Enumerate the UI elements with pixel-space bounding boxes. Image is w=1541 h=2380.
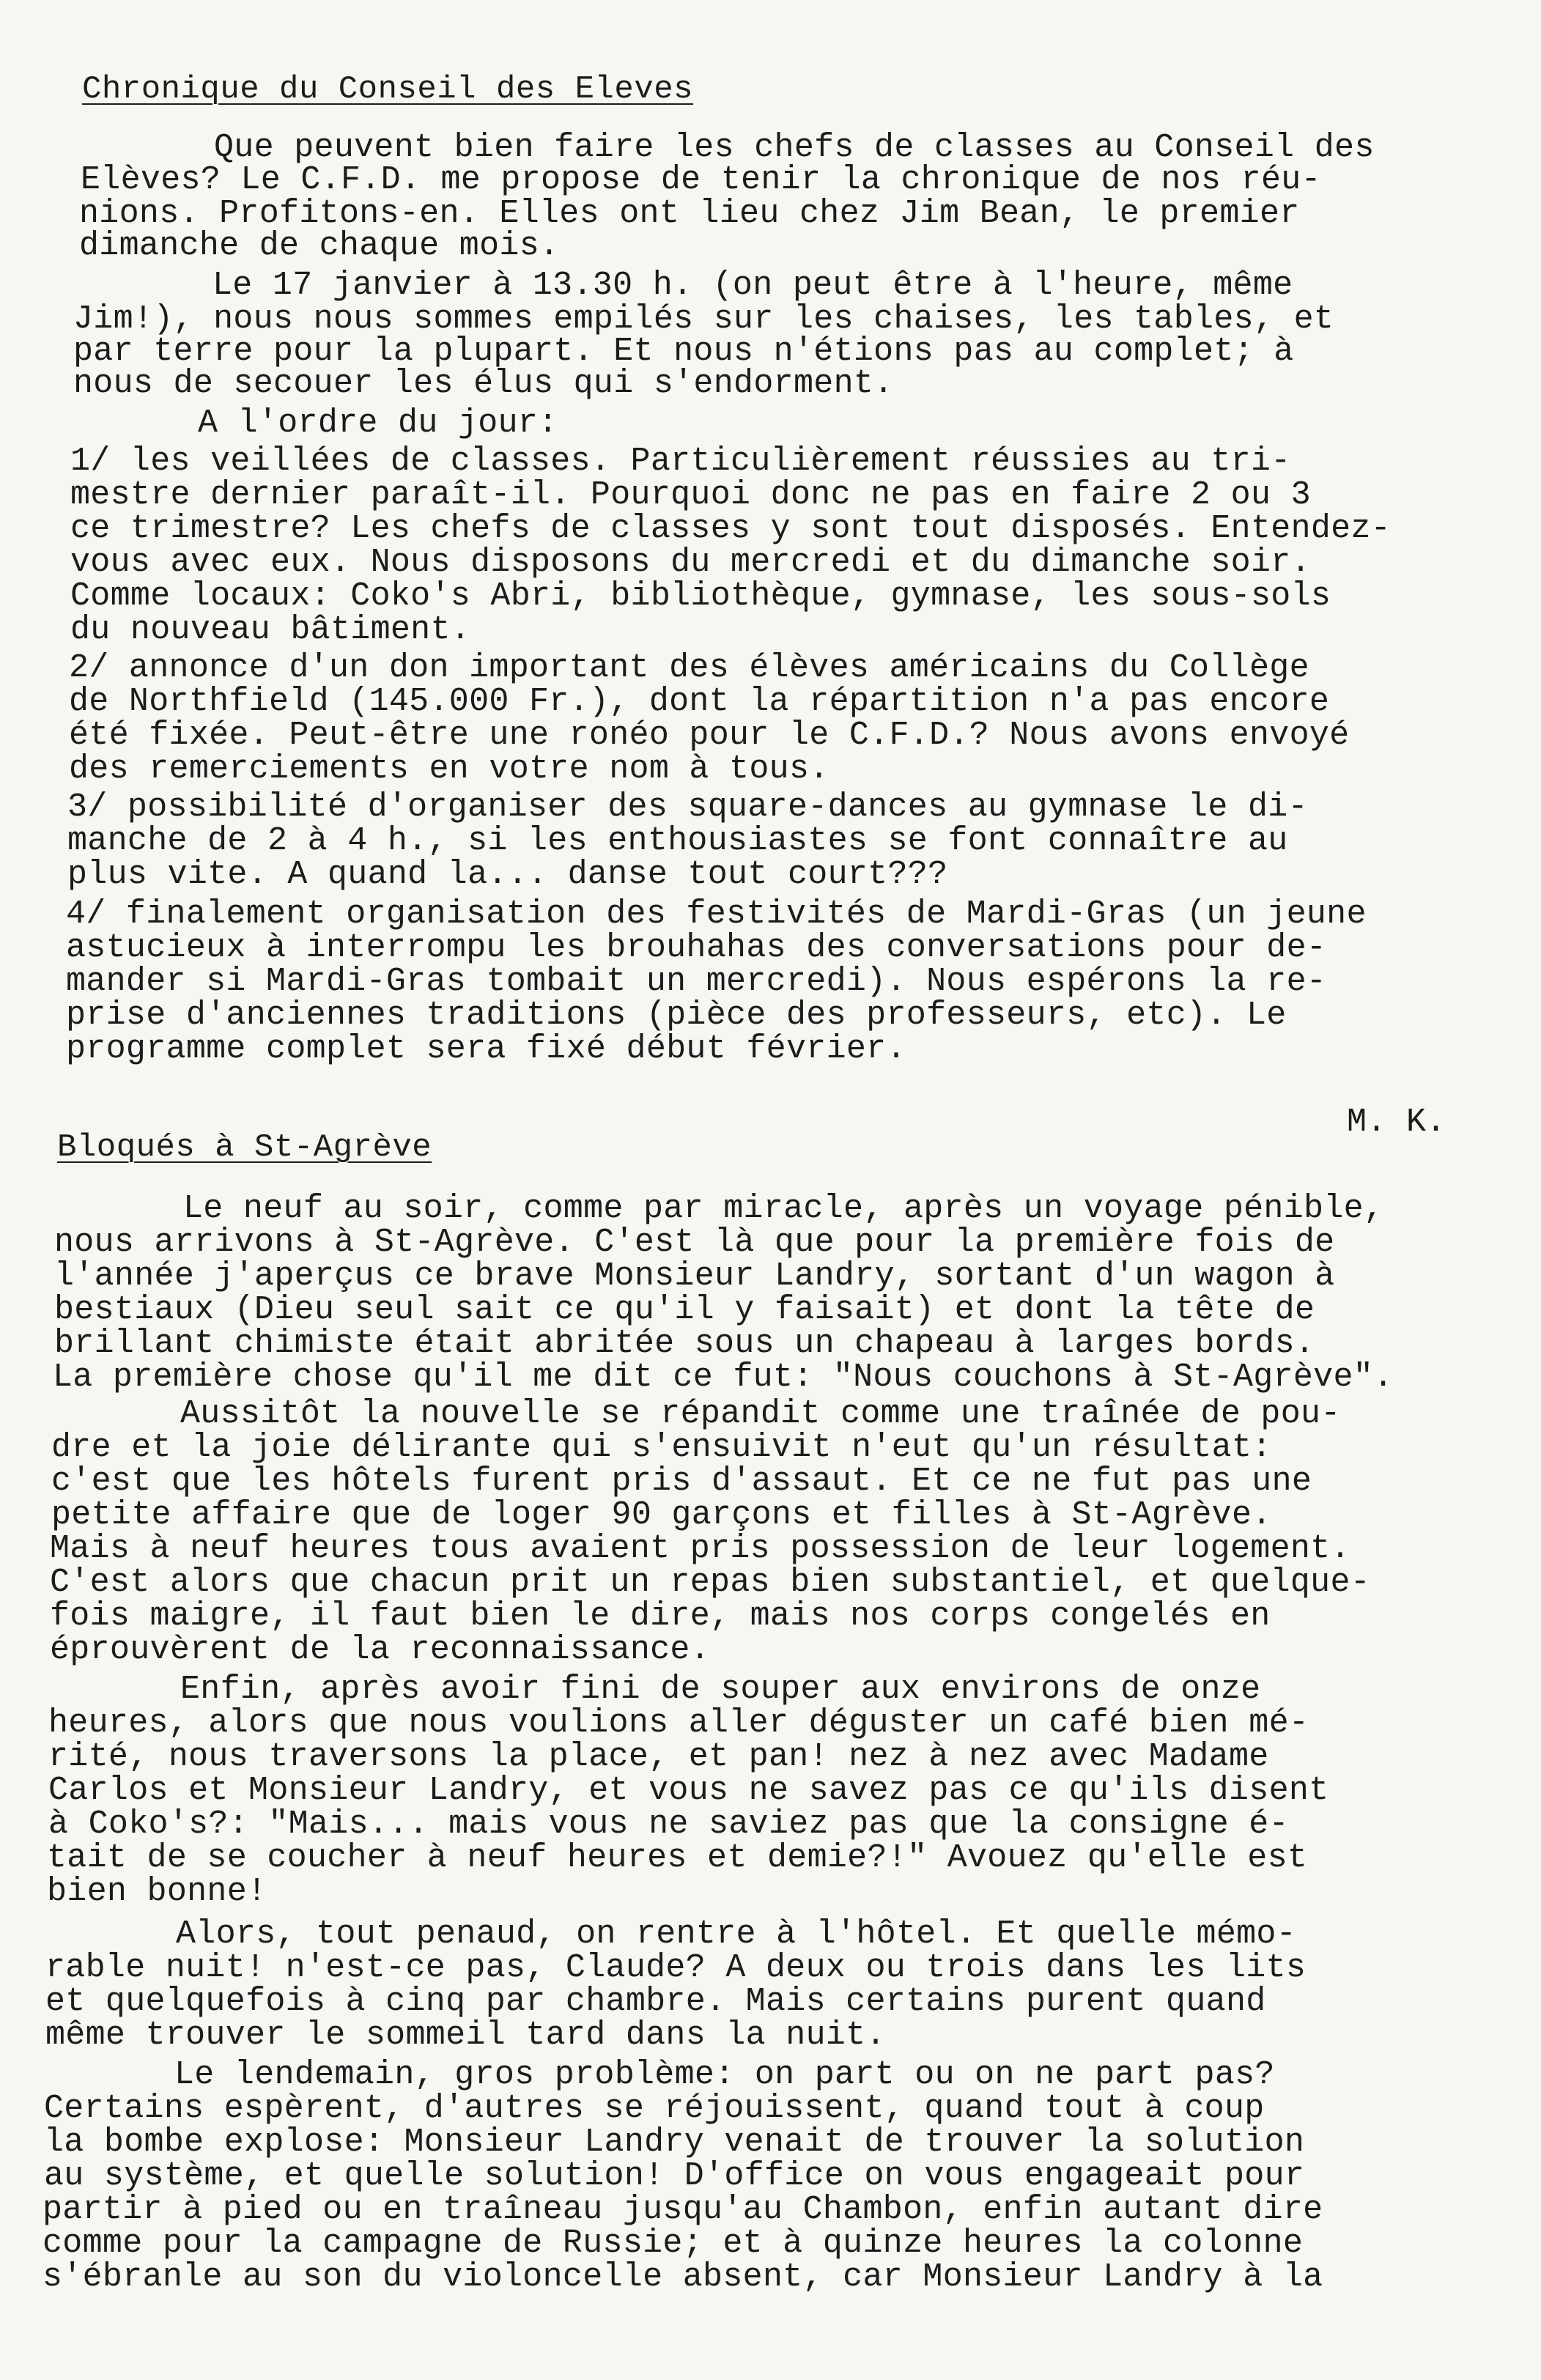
text-line: 4/ finalement organisation des festivités de Mardi-Gras (un jeune <box>66 895 1367 933</box>
text-line: manche de 2 à 4 h., si les enthousiastes se font connaître au <box>67 822 1288 860</box>
text-line: été fixée. Peut-être une ronéo pour le C.F.D.? Nous avons envoyé <box>69 717 1350 754</box>
text-line: mander si Mardi-Gras tombait un mercredi). Nous espérons la re- <box>66 963 1327 1000</box>
text-line: 1/ les veillées de classes. Particulièrement réussies au tri- <box>70 443 1291 480</box>
text-line: même trouver le sommeil tard dans la nuit. <box>45 2017 886 2054</box>
text-line: Aussitôt la nouvelle se répandit comme une traînée de pou- <box>180 1395 1341 1433</box>
text-line: comme pour la campagne de Russie; et à quinze heures la colonne <box>43 2225 1304 2262</box>
text-line: bestiaux (Dieu seul sait ce qu'il y faisait) et dont la tête de <box>54 1291 1315 1328</box>
text-line: Comme locaux: Coko's Abri, bibliothèque, gymnase, les sous-sols <box>70 577 1331 615</box>
text-line: tait de se coucher à neuf heures et demie?!" Avouez qu'elle est <box>47 1839 1308 1877</box>
text-line: éprouvèrent de la reconnaissance. <box>50 1631 711 1668</box>
text-line: C'est alors que chacun prit un repas bien substantiel, et quelque- <box>50 1564 1371 1601</box>
text-line: Que peuvent bien faire les chefs de classes au Conseil des <box>214 129 1375 166</box>
text-line: bien bonne! <box>47 1873 267 1910</box>
text-line: c'est que les hôtels furent pris d'assaut. Et ce ne fut pas une <box>51 1463 1312 1500</box>
author-signature: M. K. <box>1347 1104 1446 1141</box>
text-line: prise d'anciennes traditions (pièce des professeurs, etc). Le <box>66 997 1287 1034</box>
text-line: Elèves? Le C.F.D. me propose de tenir la chronique de nos réu- <box>81 161 1321 199</box>
text-line: rable nuit! n'est-ce pas, Claude? A deux ou trois dans les lits <box>45 1949 1307 1987</box>
text-line: Alors, tout penaud, on rentre à l'hôtel. Et quelle mémo- <box>176 1915 1297 1953</box>
text-line: fois maigre, il faut bien le dire, mais nos corps congelés en <box>50 1597 1271 1635</box>
text-line: Le neuf au soir, comme par miracle, après un voyage pénible, <box>183 1190 1384 1227</box>
section-title-conseil: Chronique du Conseil des Eleves <box>82 71 694 108</box>
text-line: A l'ordre du jour: <box>198 404 558 442</box>
text-line: heures, alors que nous voulions aller déguster un café bien mé- <box>48 1704 1309 1742</box>
text-line: astucieux à interrompu les brouhahas des conversations pour de- <box>66 929 1327 967</box>
text-line: des remerciements en votre nom à tous. <box>69 750 829 788</box>
text-line: ce trimestre? Les chefs de classes y sont tout disposés. Entendez- <box>70 510 1392 547</box>
text-line: plus vite. A quand la... danse tout court??? <box>67 856 948 893</box>
text-line: du nouveau bâtiment. <box>70 611 471 648</box>
text-line: brillant chimiste était abritée sous un chapeau à larges bords. <box>54 1325 1315 1362</box>
text-line: Mais à neuf heures tous avaient pris possession de leur logement. <box>50 1530 1350 1567</box>
text-line: Jim!), nous nous sommes empilés sur les chaises, les tables, et <box>73 300 1334 338</box>
text-line: de Northfield (145.000 Fr.), dont la répartition n'a pas encore <box>69 683 1330 720</box>
text-line: par terre pour la plupart. Et nous n'étions pas au complet; à <box>73 333 1294 370</box>
text-line: Le lendemain, gros problème: on part ou on ne part pas? <box>174 2056 1275 2093</box>
text-line: dre et la joie délirante qui s'ensuivit n'eut qu'un résultat: <box>51 1429 1272 1466</box>
text-line: partir à pied ou en traîneau jusqu'au Chambon, enfin autant dire <box>43 2191 1323 2228</box>
text-line: La première chose qu'il me dit ce fut: "Nous couchons à St-Agrève". <box>53 1359 1394 1396</box>
text-line: programme complet sera fixé début février. <box>66 1030 906 1068</box>
text-line: rité, nous traversons la place, et pan! nez à nez avec Madame <box>48 1738 1269 1775</box>
text-line: mestre dernier paraît-il. Pourquoi donc ne pas en faire 2 ou 3 <box>70 476 1311 514</box>
text-line: Enfin, après avoir fini de souper aux environs de onze <box>180 1671 1261 1708</box>
text-line: s'ébranle au son du violoncelle absent, car Monsieur Landry à la <box>43 2258 1323 2296</box>
text-line: Le 17 janvier à 13.30 h. (on peut être à l'heure, même <box>213 267 1293 304</box>
section-title-st-agreve: Bloqués à St-Agrève <box>57 1129 432 1166</box>
text-line: nous de secouer les élus qui s'endorment. <box>73 365 894 402</box>
text-line: nous arrivons à St-Agrève. C'est là que pour la première fois de <box>54 1224 1335 1261</box>
text-line: nions. Profitons-en. Elles ont lieu chez Jim Bean, le premier <box>79 195 1300 232</box>
text-line: vous avec eux. Nous disposons du mercredi et du dimanche soir. <box>70 544 1311 581</box>
text-line: Carlos et Monsieur Landry, et vous ne savez pas ce qu'ils disent <box>48 1772 1329 1809</box>
text-line: et quelquefois à cinq par chambre. Mais certains purent quand <box>45 1983 1266 2020</box>
text-line: Certains espèrent, d'autres se réjouissent, quand tout à coup <box>44 2090 1265 2127</box>
text-line: au système, et quelle solution! D'office on vous engageait pour <box>44 2157 1305 2195</box>
text-line: 2/ annonce d'un don important des élèves américains du Collège <box>69 649 1309 687</box>
text-line: petite affaire que de loger 90 garçons et filles à St-Agrève. <box>51 1496 1272 1534</box>
text-line: dimanche de chaque mois. <box>79 227 560 265</box>
text-line: 3/ possibilité d'organiser des square-dances au gymnase le di- <box>67 788 1308 826</box>
text-line: à Coko's?: "Mais... mais vous ne saviez pas que la consigne é- <box>48 1806 1289 1843</box>
text-line: la bombe explose: Monsieur Landry venait de trouver la solution <box>44 2124 1305 2161</box>
text-line: l'année j'aperçus ce brave Monsieur Landry, sortant d'un wagon à <box>54 1257 1335 1295</box>
